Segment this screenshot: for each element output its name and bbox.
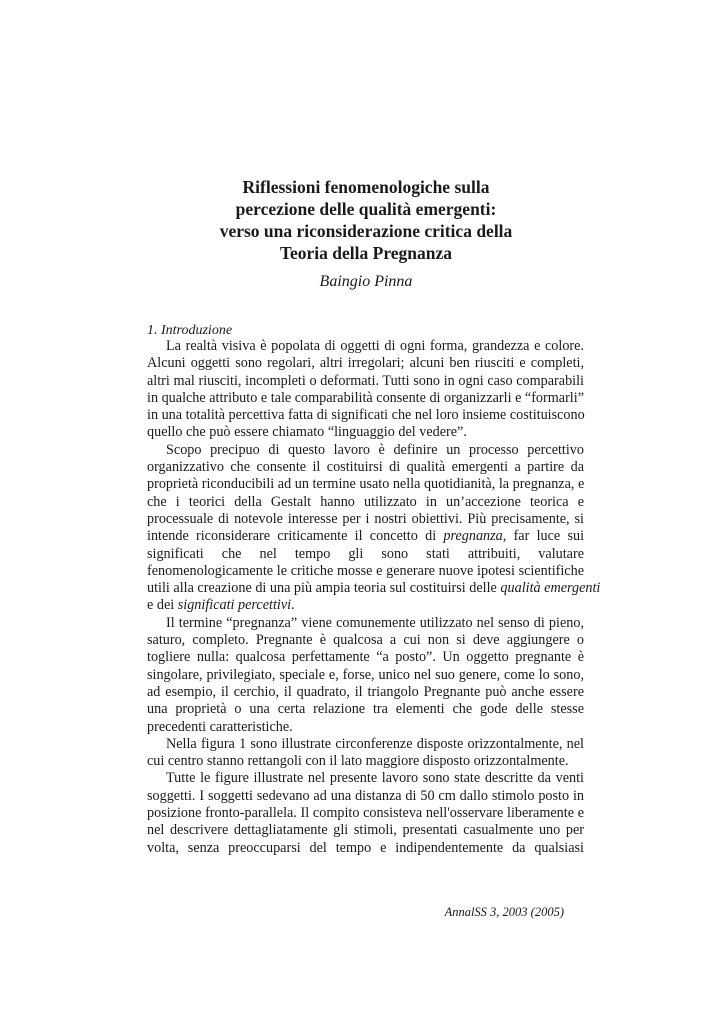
text-line: che i teorici della Gestalt hanno utilizzato in un’accezione teorica e: [147, 493, 584, 510]
text-line: significati che nel tempo gli sono stati attribuiti, valutare: [147, 545, 584, 562]
text-line: processuale di notevole interesse per i nostri obiettivi. Più precisamente, si: [147, 510, 584, 527]
text-line: togliere nulla: qualcosa perfettamente “a posto”. Un oggetto pregnante è: [147, 649, 584, 666]
title-line: Teoria della Pregnanza: [279, 243, 453, 263]
text-line: singolare, privilegiato, speciale e, forse, unico nel suo genere, come lo sono,: [147, 666, 584, 683]
text-line: proprietà riconducibili ad un termine usato nella quotidianità, la pregnanza, e: [147, 476, 585, 493]
text-line: [147, 580, 601, 597]
title-line: percezione delle qualità emergenti:: [235, 199, 497, 219]
text-line: altri mal riusciti, incompleti o deformati. Tutti sono in ogni caso comparabili: [147, 372, 584, 389]
text-line: quello che può essere chiamato “linguaggio del vedere”.: [147, 424, 467, 441]
text-line: Alcuni oggetti sono regolari, altri irregolari; alcuni ben riusciti e completi,: [147, 355, 584, 372]
text-line: volta, senza preoccuparsi del tempo e indipendentemente da qualsiasi: [147, 839, 584, 856]
text-line: [147, 528, 584, 545]
text-line: [147, 597, 584, 614]
text-segment: utili alla creazione di una più ampia teoria sul costituirsi delle: [147, 580, 501, 597]
title-line: verso una riconsiderazione critica della: [219, 221, 513, 241]
author-name: Baingio Pinna: [319, 273, 413, 290]
title-line: Riflessioni fenomenologiche sulla: [242, 177, 490, 197]
text-line: nel descrivere dettagliatamente gli stimoli, presentati casualmente uno per: [147, 822, 584, 839]
text-line: ad esempio, il cerchio, il quadrato, il triangolo Pregnante può anche essere: [147, 683, 584, 700]
text-line: Tutte le figure illustrate nel presente lavoro sono state descritte da venti: [166, 770, 584, 787]
text-line: cui centro stanno rettangoli con il lato maggiore disposto orizzontalmente.: [147, 753, 569, 770]
text-segment: .: [291, 597, 295, 614]
text-line: Il termine “pregnanza” viene comunemente utilizzato nel senso di pieno,: [166, 614, 584, 631]
text-segment: intende riconsiderare criticamente il concetto di: [147, 528, 444, 545]
text-line: La realtà visiva è popolata di oggetti di ogni forma, grandezza e colore.: [166, 338, 584, 354]
text-segment: e dei: [147, 597, 178, 614]
journal-footer: AnnalSS 3, 2003 (2005): [444, 905, 564, 919]
italic-term: pregnanza: [443, 528, 503, 545]
italic-term: qualità emergenti: [500, 580, 601, 597]
text-line: Nella figura 1 sono illustrate circonferenze disposte orizzontalmente, nel: [166, 735, 584, 752]
paper-title: [148, 176, 584, 264]
text-segment: , far luce sui: [502, 528, 585, 545]
italic-term: significati percettivi: [177, 597, 292, 614]
body-text: [147, 338, 601, 857]
text-line: fenomenologicamente le critiche mosse e generare nuove ipotesi scientifiche: [147, 562, 584, 579]
text-line: in qualche attributo e tale comparabilità consente di organizzarli e “formarli”: [147, 389, 584, 406]
text-line: posizione fronto-parallela. Il compito consisteva nell'osservare liberamente e: [147, 805, 584, 822]
text-line: saturo, completo. Pregnante è qualcosa a cui non si deve aggiungere o: [147, 632, 584, 649]
text-line: Scopo precipuo di questo lavoro è definire un processo percettivo: [166, 441, 584, 458]
text-line: una proprietà o una certa relazione tra elementi che gode delle stesse: [147, 701, 584, 718]
text-line: organizzativo che consente il costituirsi di qualità emergenti a partire da: [147, 459, 584, 476]
text-line: precedenti caratteristiche.: [147, 718, 293, 735]
text-line: soggetti. I soggetti sedevano ad una distanza di 50 cm dallo stimolo posto in: [147, 787, 584, 804]
text-line: in una totalità percettiva fatta di significati che nel loro insieme costituiscono: [147, 407, 585, 424]
section-heading: 1. Introduzione: [147, 323, 233, 338]
